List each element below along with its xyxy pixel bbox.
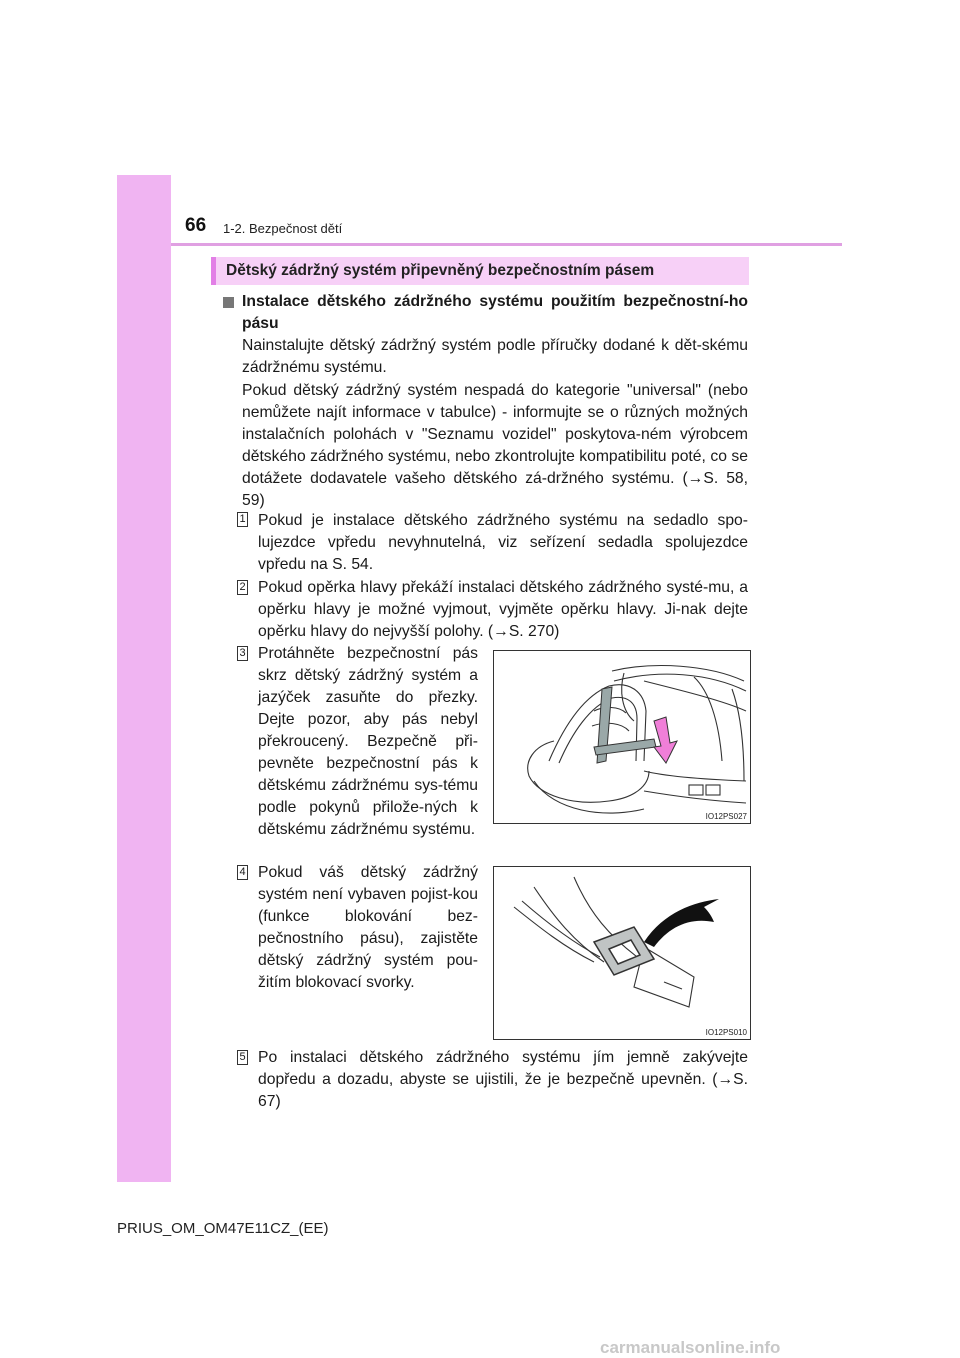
subheading: Instalace dětského zádržného systému použitím bezpečnostní-ho pásu xyxy=(242,293,748,332)
child-seat-figure xyxy=(493,650,751,824)
step-number-2: 2 xyxy=(237,580,248,595)
page-number: 66 xyxy=(185,215,207,236)
locking-clip-illustration-icon xyxy=(494,867,750,1039)
step-text-4: Pokud váš dětský zádržný systém není vybaven pojist-kou (funkce blokování bez-pečnostního pásu), zajistěte dětský zádržný systém pou-žitím blokovací svorky. xyxy=(258,864,478,991)
figure-code-2: IO12PS010 xyxy=(705,1028,747,1037)
locking-clip-figure xyxy=(493,866,751,1040)
step-number-1: 1 xyxy=(237,512,248,527)
document-code-footer: PRIUS_OM_OM47E11CZ_(EE) xyxy=(117,1220,329,1237)
step-number-3: 3 xyxy=(237,646,248,661)
section-title: 1-2. Bezpečnost dětí xyxy=(223,221,343,236)
intro-paragraph-2: Pokud dětský zádržný systém nespadá do kategorie "universal" (nebo nemůžete najít informace v tabulce) - informujte se o různých možných instalačních polohách v "Seznamu vozidel" poskytova-ném výrobcem dětského zádržného systému, nebo zkontrolujte kompatibilitu poté, co se dotážete dodavatele vašeho dětského zá-držného systému. (→S. 58, 59) xyxy=(242,382,748,509)
step-number-4: 4 xyxy=(237,865,248,880)
intro-paragraph-1: Nainstalujte dětský zádržný systém podle příručky dodané k dět-skému zádržnému systému. xyxy=(242,337,748,376)
step-number-5: 5 xyxy=(237,1050,248,1065)
chapter-sidebar-tab xyxy=(117,175,171,1182)
watermark: carmanualsonline.info xyxy=(600,1338,781,1357)
step-text-3: Protáhněte bezpečnostní pás skrz dětský zádržný systém a jazýček zasuňte do přezky. Dejte pozor, aby pás nebyl překroucený. Bezpečně při-pevněte bezpečnostní pás k dětskému zádržnému sys-tému podle pokynů přilože-ných k dětskému zádržnému systému. xyxy=(258,645,478,838)
step-text-5: Po instalaci dětského zádržného systému jím jemně zakývejte dopředu a dozadu, abyste se ujistili, že je bezpečně upevněn. (→S. 67) xyxy=(258,1049,748,1110)
step-text-2: Pokud opěrka hlavy překáží instalaci dětského zádržného systé-mu, a opěrku hlavy je možné vyjmout, vyjměte opěrku hlavy. Ji-nak dejte opěrku hlavy do nejvyšší polohy. (→S. 270) xyxy=(258,579,748,640)
step-text-1: Pokud je instalace dětského zádržného systému na sedadlo spo-lujezdce vpředu nevyhnutelná, viz seřízení sedadla spolujezdce vpředu na S. 54. xyxy=(258,512,748,573)
header-divider xyxy=(171,243,842,246)
figure-code-1: IO12PS027 xyxy=(705,812,747,821)
bullet-square-icon xyxy=(223,297,234,308)
box-heading: Dětský zádržný systém připevněný bezpečnostním pásem xyxy=(211,257,749,285)
child-seat-illustration-icon xyxy=(494,651,750,823)
